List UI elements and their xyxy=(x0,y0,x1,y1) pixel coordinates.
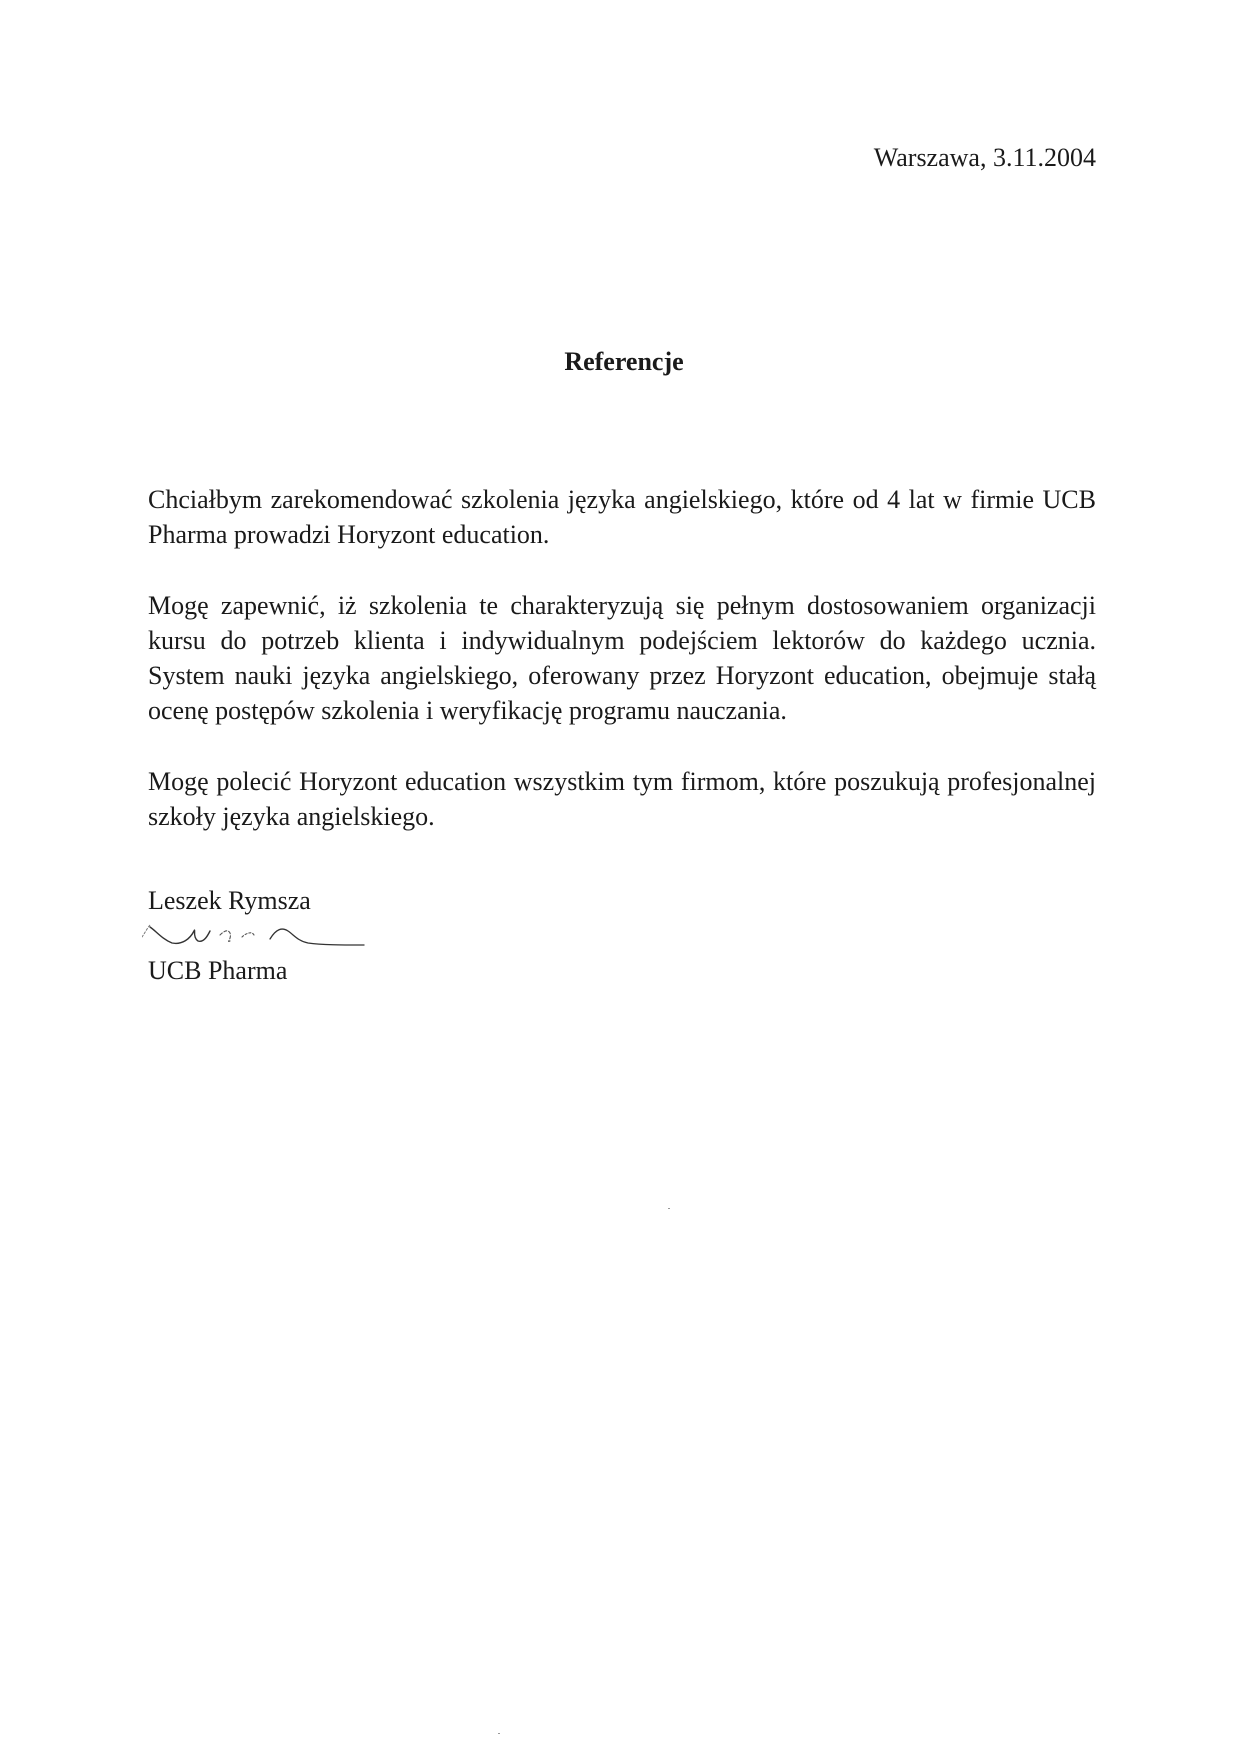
scan-speck xyxy=(668,1208,670,1209)
letter-title: Referencje xyxy=(564,347,684,376)
paragraph-endorsement: Mogę polecić Horyzont education wszystkim tym firmom, które poszukują profesjonalnej szkoły języka angielskiego. xyxy=(148,767,1096,831)
handwritten-signature-icon xyxy=(142,917,372,955)
signatory-company: UCB Pharma xyxy=(148,956,288,985)
signature-block xyxy=(148,885,372,987)
paragraph-assurance: Mogę zapewnić, iż szkolenia te charakteryzują się pełnym dostosowaniem organizacji kursu do potrzeb klienta i indywidualnym podejściem lektorów do każdego ucznia. System nauki języka angielskiego, oferowany przez Horyzont education, obejmuje stałą ocenę postępów szkolenia i weryfikację programu nauczania. xyxy=(148,591,1096,725)
letter-body xyxy=(148,482,1096,870)
paragraph-recommendation: Chciałbym zarekomendować szkolenia języka angielskiego, które od 4 lat w firmie UCB Pharma prowadzi Horyzont education. xyxy=(148,485,1096,549)
scan-speck xyxy=(498,1733,500,1734)
date-line: Warszawa, 3.11.2004 xyxy=(873,143,1096,172)
signatory-name: Leszek Rymsza xyxy=(148,886,311,915)
